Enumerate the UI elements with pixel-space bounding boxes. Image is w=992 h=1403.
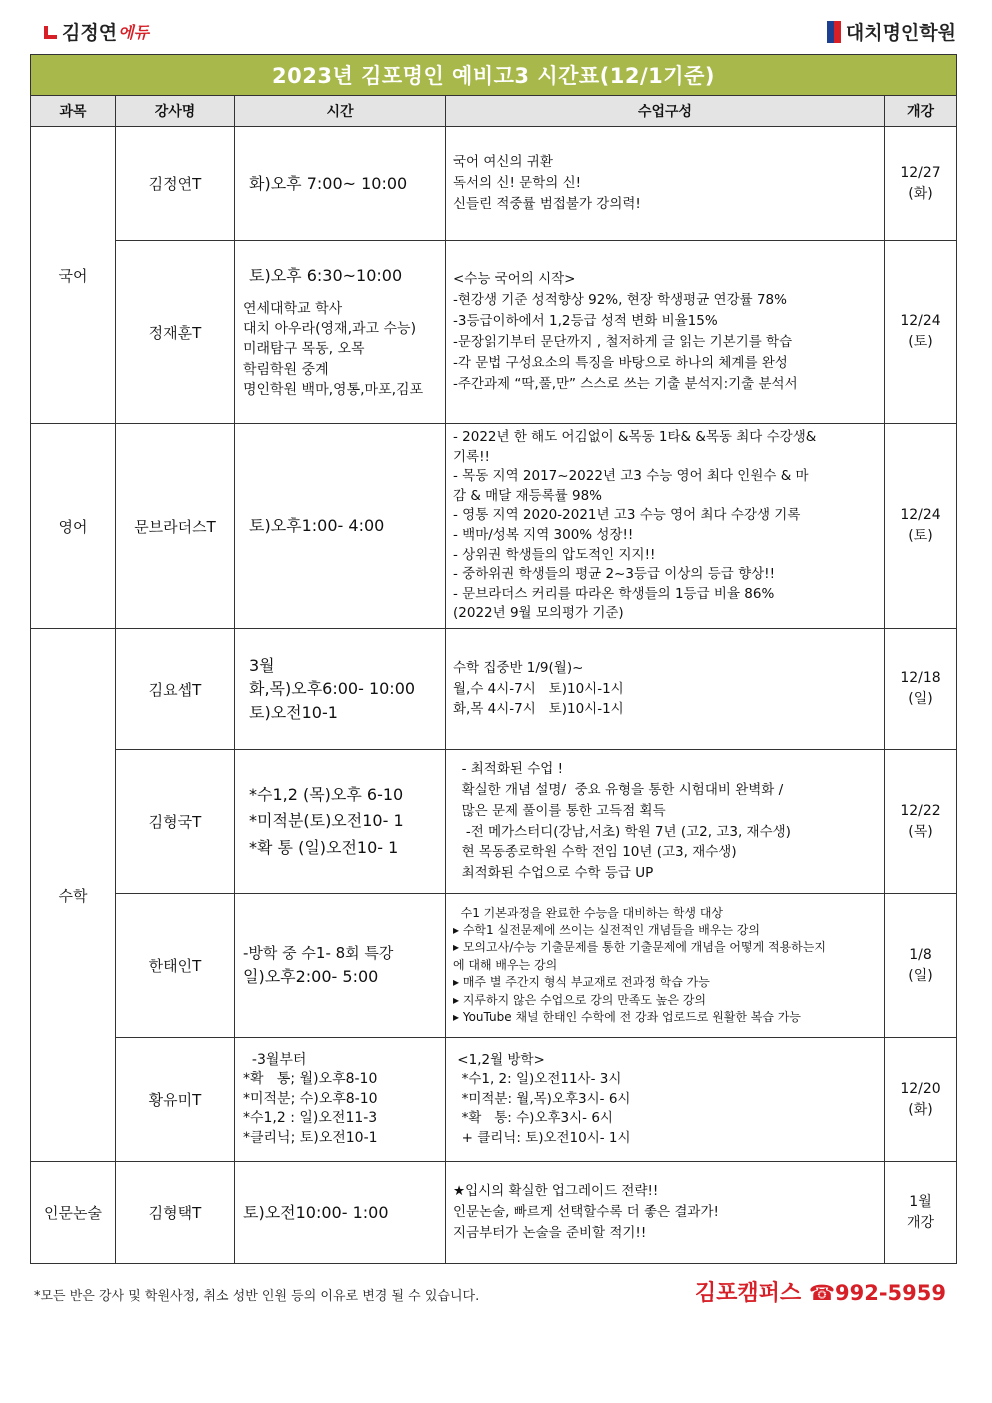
table-row [31,127,957,241]
content-line: - 영통 지역 2020-2021년 고3 수능 영어 최다 수강생 기록 [453,507,801,524]
subject-cell: 수학 [31,629,116,1162]
content-line: 수학 집중반 1/9(월)~ [453,659,584,676]
open-date: 12/24 [900,507,941,523]
column-header-open: 개강 [885,96,957,127]
content-line: 화,목 4시-7시 토)10시-1시 [453,701,624,718]
table-row [31,1038,957,1162]
time-line: 명인학원 백마,영통,마포,김포 [243,382,424,399]
time-line: 대치 아우라(영재,과고 수능) [243,321,417,338]
content-line: 월,수 4시-7시 토)10시-1시 [453,680,624,697]
academy-logo-left [44,18,149,45]
table-row [31,241,957,424]
content-line: - 백마/성복 지역 300% 성장!! [453,527,634,543]
campus-name: 김포캠퍼스 [694,1281,802,1306]
open-day: (토) [908,528,933,544]
content-line: ▸ 지루하지 않은 수업으로 강의 만족도 높은 강의 [453,992,706,1007]
open-date: 1월 [909,1193,932,1210]
table-row [31,629,957,750]
content-line: - 문브라더스 커리를 따라온 학생들의 1등급 비율 86% [453,585,775,602]
content-cell [446,1162,885,1264]
open-date: 12/27 [900,164,941,181]
teacher-cell: 김형국T [116,750,235,894]
content-line: 수1 기본과정을 완료한 수능을 대비하는 학생 대상 [453,905,724,920]
campus-phone: ☎992-5959 [808,1281,946,1305]
time-line: *수1,2 (목)오후 6-10 [249,784,404,804]
open-cell [885,1162,957,1264]
time-cell [235,894,446,1038]
time-cell [235,241,446,424]
open-day: (화) [908,1101,933,1118]
content-line: ▸ 매주 별 주간지 형식 부교재로 전과정 학습 가능 [453,975,710,990]
teacher-cell: 김형택T [116,1162,235,1264]
content-line: 에 대해 배우는 강의 [453,957,558,972]
open-cell [885,750,957,894]
content-line: 확실한 개념 설명/ 중요 유형을 통한 시험대비 완벽화 / [453,781,784,798]
timetable-title: 2023년 김포명인 예비고3 시간표(12/1기준) [31,55,957,96]
content-line: *수1, 2: 일)오전11사- 3시 [453,1071,622,1088]
timetable [30,54,957,1264]
content-line: 지금부터가 논술을 준비할 적기!! [453,1224,647,1241]
time-cell [235,127,446,241]
content-line: 감 & 매달 재등록률 98% [453,487,602,504]
subject-cell: 영어 [31,424,116,629]
subject-cell: 인문논술 [31,1162,116,1264]
content-line: -3등급이하에서 1,2등급 성적 변화 비율15% [453,313,718,330]
academy-logo-right [827,18,956,45]
open-day: (목) [908,823,933,840]
time-line: 화,목)오후6:00- 10:00 [249,679,416,699]
column-header-content: 수업구성 [446,96,885,127]
teacher-cell: 김정연T [116,127,235,241]
time-line: 토)오전10-1 [249,702,338,722]
content-line: <1,2월 방학> [453,1051,545,1068]
time-line: 토)오후 6:30~10:00 [249,265,403,285]
time-line: *미적분(토)오전10- 1 [249,811,404,831]
content-line: -주간과제 “딱,풀,만” 스스로 쓰는 기출 분석지:기출 분석서 [453,375,798,392]
footer-note: *모든 반은 강사 및 학원사정, 취소 성반 인원 등의 이유로 변경 될 수 있습니다. [34,1289,480,1304]
open-date: 12/20 [900,1080,941,1097]
content-line: -문장읽기부터 문단까지 , 철저하게 글 읽는 기본기를 학습 [453,334,793,350]
open-date: 12/22 [900,802,941,819]
open-cell [885,424,957,629]
content-cell [446,127,885,241]
content-line: (2022년 9월 모의평가 기준) [453,605,624,622]
time-line: *확 통 (일)오전10- 1 [249,837,399,857]
time-line: 토)오전10:00- 1:00 [243,1202,389,1222]
content-line: + 클리닉: 토)오전10시- 1시 [453,1129,631,1146]
content-line: 신들린 적중률 범접불가 강의력! [453,195,641,212]
time-line: 연세대학교 학사 [243,300,343,317]
time-line: -3월부터 [243,1051,307,1068]
content-line: 현 목동종로학원 수학 전임 10년 (고3, 재수생) [453,844,737,861]
teacher-cell: 한태인T [116,894,235,1038]
open-day: (일) [908,967,933,984]
content-line: <수능 국어의 시작> [453,271,576,288]
content-cell [446,1038,885,1162]
content-line: *미적분: 월,목)오후3시- 6시 [453,1090,631,1107]
teacher-cell: 정재훈T [116,241,235,424]
time-line: 토)오후1:00- 4:00 [249,516,385,536]
time-line: *클리닉; 토)오전10-1 [243,1129,378,1146]
content-line: *확 통: 수)오후3시- 6시 [453,1110,613,1127]
open-cell [885,894,957,1038]
logo-mark-icon [44,24,60,40]
teacher-cell: 김요셉T [116,629,235,750]
content-line: 기록!! [453,448,490,465]
open-date: 1/8 [909,946,932,963]
open-date: 12/18 [900,670,941,686]
logo-flag-icon [827,21,841,43]
content-cell [446,241,885,424]
content-line: - 중하위권 학생들의 평균 2~3등급 이상의 등급 향상!! [453,566,776,583]
column-header-teacher: 강사명 [116,96,235,127]
open-day: (화) [908,185,933,202]
open-cell [885,629,957,750]
table-row [31,750,957,894]
content-line: ★입시의 확실한 업그레이드 전략!! [453,1183,659,1200]
time-line: 미래탐구 목동, 오목 [243,341,365,358]
content-line: - 상위권 학생들의 압도적인 지지!! [453,546,656,563]
teacher-cell: 황유미T [116,1038,235,1162]
content-line: 독서의 신! 문학의 신! [453,175,582,192]
open-day: (토) [908,334,933,350]
logo-right-text: 대치명인학원 [845,22,956,44]
time-cell [235,424,446,629]
table-row [31,1162,957,1264]
time-line: 화)오후 7:00~ 10:00 [249,173,408,193]
open-cell [885,241,957,424]
time-line: *수1,2 : 일)오전11-3 [243,1110,378,1127]
time-cell [235,1038,446,1162]
time-line: 일)오후2:00- 5:00 [243,966,379,986]
content-line: - 최적화된 수업 ! [453,760,563,777]
open-date: 12/24 [900,313,941,329]
teacher-cell: 문브라더스T [116,424,235,629]
content-cell [446,629,885,750]
time-line: *확 통; 월)오후8-10 [243,1071,378,1088]
time-cell [235,629,446,750]
logo-left-edu: 에듀 [118,23,149,42]
time-line: -방학 중 수1- 8회 특강 [243,944,394,963]
open-cell [885,127,957,241]
content-cell [446,750,885,894]
content-line: 많은 문제 풀이를 통한 고득점 획득 [453,802,666,819]
content-cell [446,424,885,629]
content-line: ▸ 모의고사/수능 기출문제를 통한 기출문제에 개념을 어떻게 적용하는지 [453,940,826,955]
campus-contact [695,1276,946,1307]
content-line: 최적화된 수업으로 수학 등급 UP [453,865,654,882]
open-day: 개강 [906,1214,935,1231]
time-cell [235,750,446,894]
content-line: - 2022년 한 해도 어김없이 &목동 1타& &목동 최다 수강생& [453,429,817,446]
column-header-subject: 과목 [31,96,116,127]
time-cell [235,1162,446,1264]
content-cell [446,894,885,1038]
time-line: *미적분; 수)오후8-10 [243,1090,378,1107]
open-day: (일) [908,691,933,707]
content-line: ▸ 수학1 실전문제에 쓰이는 실전적인 개념들을 배우는 강의 [453,923,760,938]
content-line: -각 문법 구성요소의 특징을 바탕으로 하나의 체계를 완성 [453,354,788,371]
content-line: -전 메가스터디(강남,서초) 학원 7년 (고2, 고3, 재수생) [453,823,791,840]
open-cell [885,1038,957,1162]
table-row [31,424,957,629]
logo-left-main: 김정연 [62,22,118,44]
time-line: 학림학원 중계 [243,361,329,378]
content-line: 국어 여신의 귀환 [453,154,553,171]
column-header-time: 시간 [235,96,446,127]
table-row [31,894,957,1038]
content-line: 인문논술, 빠르게 선택할수록 더 좋은 결과가! [453,1204,719,1221]
content-line: - 목동 지역 2017~2022년 고3 수능 영어 최다 인원수 & 마 [453,468,809,485]
time-line: 3월 [249,656,275,676]
content-line: -현강생 기준 성적향상 92%, 현장 학생평균 연강률 78% [453,292,787,309]
content-line: ▸ YouTube 채널 한태인 수학에 전 강좌 업로드로 원활한 복습 가능 [453,1009,801,1024]
subject-cell: 국어 [31,127,116,424]
